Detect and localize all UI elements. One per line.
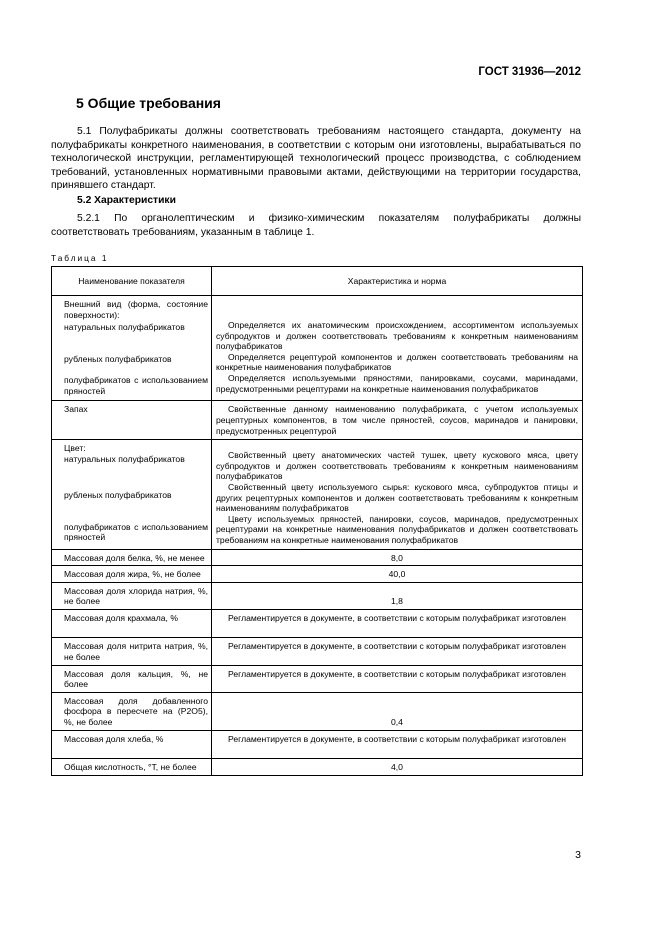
paragraph-5-2-1: 5.2.1 По органолептическим и физико-химическим показателям полуфабрикаты должны соответствовать требованиям, указанным в таблице 1. <box>51 213 581 238</box>
phosphorus-label-cell <box>52 692 212 730</box>
sodium-chloride-label-cell <box>52 582 212 609</box>
color-spiced-label: полуфабрикатов с использованием пряностей <box>64 521 208 543</box>
table-label: Таблица 1 <box>51 253 109 263</box>
fat-value-cell <box>212 566 583 583</box>
paragraph-5-1: 5.1 Полуфабрикаты должны соответствовать требованиям настоящего стандарта, документу на полуфабрикаты конкретного наименования, в соответствии с которым они изготовлены, вырабатываться по технологической инструкции, регламентирующей технологический процесс производства, с соблюдением требований, установленных нормативными правовыми актами, действующими на территории государства, принявшего стандарт. <box>51 126 581 191</box>
appearance-cell <box>52 296 212 401</box>
starch-label: Массовая доля крахмала, % <box>64 612 178 623</box>
appearance-natural-label: натуральных полуфабрикатов <box>64 322 185 333</box>
document-code: ГОСТ 31936—2012 <box>478 66 581 78</box>
nitrite-label-cell <box>52 638 212 665</box>
bread-value: Регламентируется в документе, в соответствии с которым полуфабрикат изготовлен <box>228 733 566 744</box>
column-header-indicator: Наименование показателя <box>52 267 212 296</box>
column-header-characteristic: Характеристика и норма <box>212 267 583 296</box>
subsection-title: 5.2 Характеристики <box>77 195 176 206</box>
appearance-minced-label: рубленых полуфабрикатов <box>64 354 172 365</box>
acidity-label: Общая кислотность, °Т, не более <box>64 762 197 773</box>
color-natural-label: натуральных полуфабрикатов <box>64 453 185 464</box>
color-cell <box>52 440 212 549</box>
protein-value: 8,0 <box>391 552 403 563</box>
table-row <box>52 730 583 759</box>
appearance-natural-value: Определяется их анатомическим происхождением, ассортиментом используемых субпродуктов и должен соответствовать требованиям к конкретным наименованиям полуфабрикатов <box>216 320 578 352</box>
appearance-spiced-label: полуфабрикатов с использованием пряностей <box>64 375 208 396</box>
table-row-color <box>52 440 583 549</box>
acidity-value-cell <box>212 759 583 776</box>
table-row <box>52 759 583 776</box>
table-header-row <box>52 267 583 296</box>
page-number: 3 <box>575 849 581 861</box>
acidity-label-cell <box>52 759 212 776</box>
color-minced-value: Свойственный цвету используемого сырья: кускового мяса, субпродуктов птицы и других рецептурных компонентов и должен соответствовать требованиям к конкретным наименованиям полуфабрикатов <box>216 481 578 514</box>
color-spiced-value: Цвету используемых пряностей, панировки, соусов, маринадов, предусмотренных рецептурами на конкретные наименования полуфабрикатов и должен соответствовать требованиям на конкретные наименования полуфабрикатов <box>216 513 578 545</box>
protein-value-cell <box>212 549 583 566</box>
starch-value: Регламентируется в документе, в соответствии с которым полуфабрикат изготовлен <box>228 612 566 623</box>
appearance-minced-value: Определяется рецептурой компонентов и должен соответствовать требованиям на конкретные наименования полуфабрикатов <box>216 351 578 373</box>
color-minced-label: рубленых полуфабрикатов <box>64 489 172 500</box>
section-title: 5 Общие требования <box>76 95 221 111</box>
table-row-smell <box>52 401 583 440</box>
phosphorus-value-cell <box>212 692 583 730</box>
table-row-appearance <box>52 296 583 401</box>
sodium-chloride-label: Массовая доля хлорида натрия, %, не более <box>64 585 208 607</box>
appearance-spiced-value: Определяется используемыми пряностями, панировками, соусами, маринадами, предусмотренными рецептурами на конкретные наименования полуфабрикатов <box>216 372 578 394</box>
calcium-value-cell <box>212 665 583 692</box>
starch-value-cell <box>212 609 583 638</box>
calcium-label-cell <box>52 665 212 692</box>
table-row <box>52 638 583 665</box>
requirements-table <box>51 266 583 776</box>
sodium-chloride-value-cell <box>212 582 583 609</box>
table-row <box>52 692 583 730</box>
color-label: Цвет: <box>64 443 86 454</box>
phosphorus-value: 0,4 <box>391 717 403 728</box>
color-natural-value: Свойственный цвету анатомических частей тушек, цвету кускового мяса, цвету субпродуктов и должен соответствовать требованиям к конкретным наименованиям полуфабрикатов <box>216 450 578 482</box>
protein-label-cell <box>52 549 212 566</box>
fat-label: Массовая доля жира, %, не более <box>64 569 201 580</box>
sodium-chloride-value: 1,8 <box>391 596 403 607</box>
bread-value-cell <box>212 730 583 759</box>
calcium-value: Регламентируется в документе, в соответствии с которым полуфабрикат изготовлен <box>228 668 566 679</box>
color-values-cell <box>212 440 583 549</box>
smell-label: Запах <box>64 404 88 415</box>
table-row <box>52 665 583 692</box>
nitrite-value-cell <box>212 638 583 665</box>
phosphorus-label: Массовая доля добавленного фосфора в пересчете на (P2O5), %, не более <box>64 695 208 728</box>
table-row <box>52 609 583 638</box>
calcium-label: Массовая доля кальция, %, не более <box>64 668 208 690</box>
nitrite-label: Массовая доля нитрита натрия, %, не более <box>64 641 208 663</box>
appearance-label: Внешний вид (форма, состояние поверхности): <box>64 299 208 320</box>
smell-cell <box>52 401 212 440</box>
table-row <box>52 566 583 583</box>
table-row <box>52 582 583 609</box>
protein-label: Массовая доля белка, %, не менее <box>64 552 205 563</box>
bread-label-cell <box>52 730 212 759</box>
appearance-values-cell <box>212 296 583 401</box>
table-row <box>52 549 583 566</box>
bread-label: Массовая доля хлеба, % <box>64 733 164 744</box>
acidity-value: 4,0 <box>391 762 403 773</box>
fat-value: 40,0 <box>388 569 406 580</box>
fat-label-cell <box>52 566 212 583</box>
smell-value-cell <box>212 401 583 440</box>
starch-label-cell <box>52 609 212 638</box>
nitrite-value: Регламентируется в документе, в соответствии с которым полуфабрикат изготовлен <box>228 641 566 652</box>
smell-value: Свойственные данному наименованию полуфабриката, с учетом используемых рецептурных компонентов, в том числе пряностей, соусов, маринадов и панировки, предусмотренных рецептурой <box>216 404 578 436</box>
